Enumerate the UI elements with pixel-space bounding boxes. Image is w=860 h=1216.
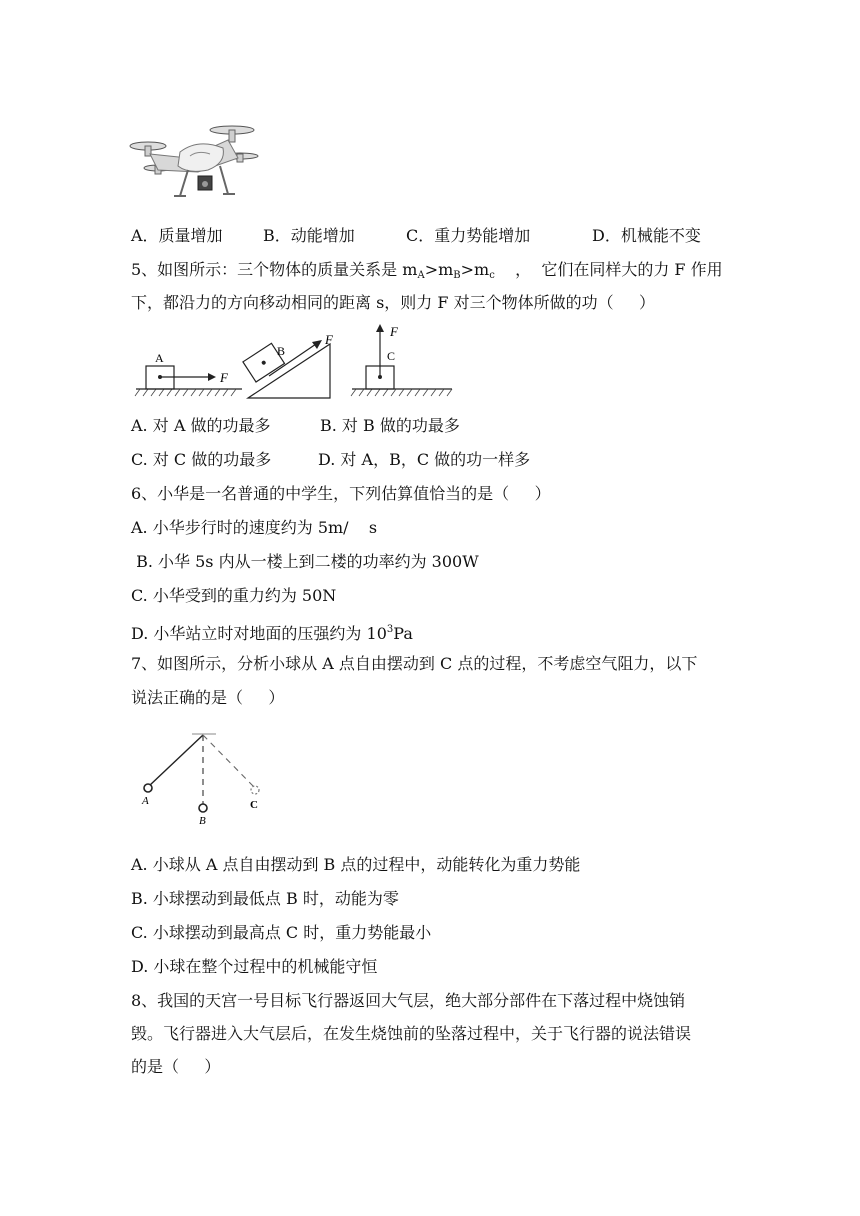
q5-option-a: A. 对 A 做的功最多: [131, 416, 271, 435]
q8-stem-line-1: 8、我国的天宫一号目标飞行器返回大气层，绝大部分部件在下落过程中烧蚀销: [131, 991, 686, 1010]
q5-stem-line-1: 5、如图所示：三个物体的质量关系是 $m_A>m_B>m_c$ ， 它们在同样大的力 F 作用: [131, 260, 723, 281]
q6-option-c: C. 小华受到的重力约为 50N: [131, 586, 337, 605]
q7-stem-line-1: 7、如图所示，分析小球从 A 点自由摆动到 C 点的过程，不考虑空气阻力，以下: [131, 654, 698, 673]
q6-option-d: D. 小华站立时对地面的压强约为 $10^3Pa$: [131, 624, 413, 643]
q7-option-b: B. 小球摆动到最低点 B 时，动能为零: [131, 889, 399, 908]
q4-option-a: A．质量增加: [131, 226, 223, 245]
q5-option-c: C. 对 C 做的功最多: [131, 450, 272, 469]
q4-option-b: B．动能增加: [263, 226, 355, 245]
pendulum-label-b: B: [199, 815, 206, 827]
q5-label-a: A: [155, 351, 164, 365]
q5-label-c: C: [387, 349, 396, 363]
q5-label-force-b: F: [325, 332, 333, 347]
q5-label-force-a: F: [220, 370, 228, 385]
q5-option-b: B. 对 B 做的功最多: [320, 416, 460, 435]
q7-option-a: A. 小球从 A 点自由摆动到 B 点的过程中，动能转化为重力势能: [131, 855, 581, 874]
q8-stem-line-2: 毁。飞行器进入大气层后，在发生烧蚀前的坠落过程中，关于飞行器的说法错误: [131, 1024, 692, 1043]
q5-force-diagram: [130, 320, 460, 404]
q8-stem-line-3: 的是（ ）: [131, 1057, 221, 1076]
pendulum-label-c: C: [250, 799, 258, 811]
q4-option-c: C．重力势能增加: [406, 226, 531, 245]
q5-label-force-c: F: [390, 324, 398, 339]
q5-stem-line-2: 下，都沿力的方向移动相同的距离 s，则力 F 对三个物体所做的功（ ）: [131, 293, 656, 312]
q4-option-d: D．机械能不变: [592, 226, 701, 245]
q6-stem: 6、小华是一名普通的中学生，下列估算值恰当的是（ ）: [131, 484, 551, 503]
q5-label-b: B: [277, 344, 286, 358]
q5-option-d: D. 对 A，B，C 做的功一样多: [318, 450, 531, 469]
q6-option-a: A. 小华步行时的速度约为 5m/ s: [131, 518, 378, 537]
drone-image: [128, 108, 262, 208]
q6-option-b: B. 小华 5s 内从一楼上到二楼的功率约为 300W: [131, 552, 479, 571]
q7-option-d: D. 小球在整个过程中的机械能守恒: [131, 957, 378, 976]
q7-stem-line-2: 说法正确的是（ ）: [131, 688, 285, 707]
pendulum-label-a: A: [142, 795, 149, 807]
pendulum-diagram: [136, 724, 276, 832]
q7-option-c: C. 小球摆动到最高点 C 时，重力势能最小: [131, 923, 432, 942]
